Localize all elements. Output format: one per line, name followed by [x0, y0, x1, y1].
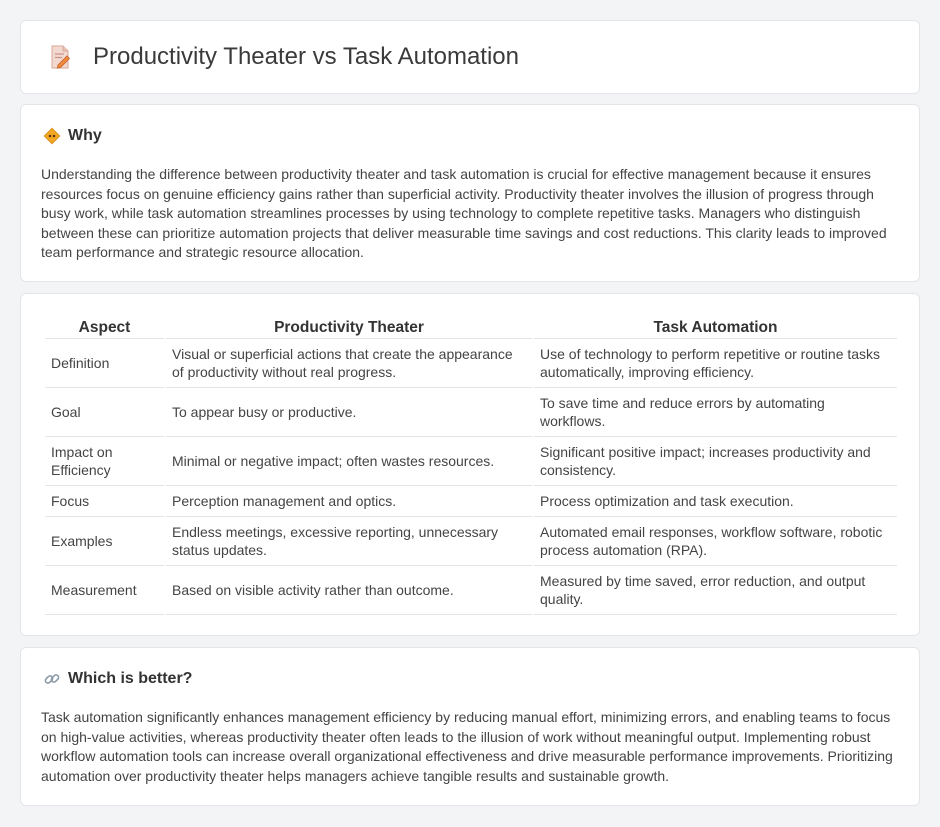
- table-row: [45, 566, 897, 615]
- which-is-better-title: Which is better?: [68, 670, 193, 687]
- which-is-better-body: Task automation significantly enhances management efficiency by reducing manual effort, minimizing errors, and enabling teams to focus on high-value activities, whereas productivity theater often leads to the illusion of work without meaningful output. Implementing robust workflow automation tools can increase overall organizational effectiveness and drive measurable performance improvements. Prioritizing automation over productivity theater helps managers achieve tangible results and sustainable growth.: [41, 709, 893, 784]
- why-section: [20, 104, 920, 282]
- diamond-sign-icon: [43, 127, 61, 145]
- aspect-cell: Examples: [45, 517, 164, 566]
- page-title: Productivity Theater vs Task Automation: [93, 43, 519, 70]
- aspect-cell: Impact on Efficiency: [45, 437, 164, 486]
- theater-cell: Based on visible activity rather than outcome.: [166, 566, 532, 615]
- header-task-automation: Task Automation: [534, 315, 897, 339]
- why-title: Why: [68, 127, 102, 144]
- which-is-better-section: [20, 647, 920, 806]
- header-card: [20, 20, 920, 94]
- automation-cell: Use of technology to perform repetitive or routine tasks automatically, improving efficiency.: [534, 339, 897, 388]
- table-row: [45, 339, 897, 388]
- aspect-cell: Definition: [45, 339, 164, 388]
- theater-cell: Endless meetings, excessive reporting, unnecessary status updates.: [166, 517, 532, 566]
- aspect-cell: Goal: [45, 388, 164, 437]
- comparison-table: [43, 315, 899, 615]
- automation-cell: Process optimization and task execution.: [534, 486, 897, 517]
- comparison-section: [20, 293, 920, 636]
- header-productivity-theater: Productivity Theater: [166, 315, 532, 339]
- table-header-row: [45, 315, 897, 339]
- aspect-cell: Measurement: [45, 566, 164, 615]
- theater-cell: Perception management and optics.: [166, 486, 532, 517]
- table-row: [45, 388, 897, 437]
- header-aspect: Aspect: [45, 315, 164, 339]
- table-row: [45, 486, 897, 517]
- automation-cell: Measured by time saved, error reduction, and output quality.: [534, 566, 897, 615]
- table-row: [45, 517, 897, 566]
- document-pencil-icon: [47, 44, 73, 70]
- theater-cell: Visual or superficial actions that create the appearance of productivity without real progress.: [166, 339, 532, 388]
- automation-cell: To save time and reduce errors by automating workflows.: [534, 388, 897, 437]
- table-row: [45, 437, 897, 486]
- automation-cell: Significant positive impact; increases productivity and consistency.: [534, 437, 897, 486]
- automation-cell: Automated email responses, workflow software, robotic process automation (RPA).: [534, 517, 897, 566]
- theater-cell: To appear busy or productive.: [166, 388, 532, 437]
- theater-cell: Minimal or negative impact; often wastes resources.: [166, 437, 532, 486]
- why-body: Understanding the difference between productivity theater and task automation is crucial for effective management because it ensures resources focus on genuine efficiency gains rather than superficial activity. Productivity theater involves the illusion of progress through busy work, while task automation streamlines processes by using technology to complete repetitive tasks. Managers who distinguish between these can prioritize automation projects that deliver measurable time savings and cost reductions. This clarity leads to improved team performance and strategic resource allocation.: [41, 166, 887, 261]
- link-icon: [43, 670, 61, 688]
- aspect-cell: Focus: [45, 486, 164, 517]
